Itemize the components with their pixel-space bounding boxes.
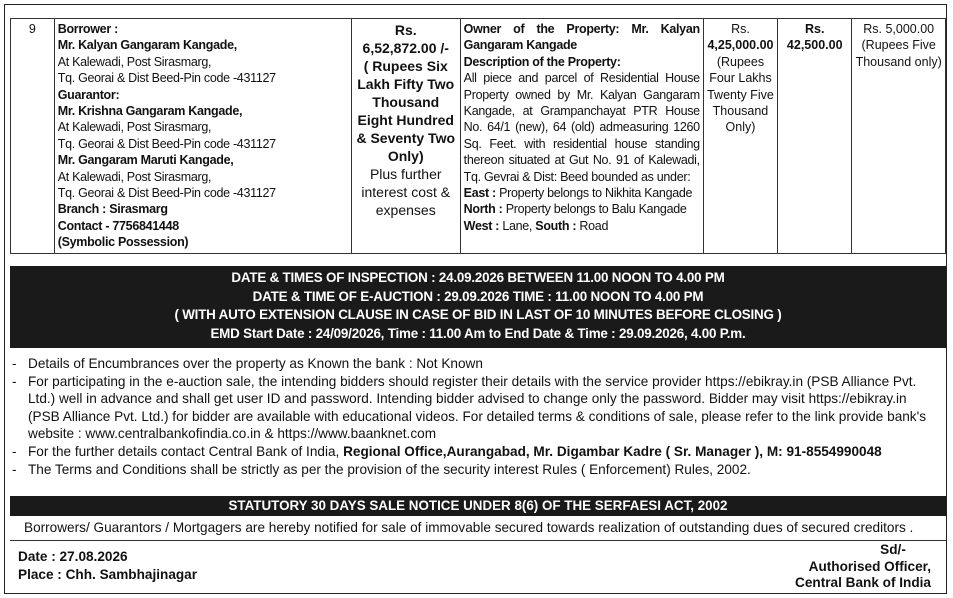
- divider: [10, 540, 946, 541]
- description-heading: Description of the Property:: [463, 54, 621, 69]
- emd-cell: [778, 19, 852, 254]
- property-table: [10, 18, 946, 254]
- guarantor-1-name: Mr. Krishna Gangaram Kangade,: [57, 104, 243, 119]
- branch: Branch : Sirasmarg: [57, 202, 168, 217]
- guarantor-2-address-2: Tq. Georai & Dist Beed-Pin code -431127: [57, 186, 276, 201]
- notes-list: [12, 355, 942, 478]
- property-description: All piece and parcel of Residential House Property owned by Mr. Kalyan Gangaram Kangade, at Grampanchayat PTR House No. 64/1 (new), 64 (old) admeasuring 1260 Sq. Feet. with residential house standing thereon situated at Gut No. 91 of Kalewadi, Tq. Gevrai & Dist: Beed bounded as under:: [463, 71, 700, 184]
- notification-text: Borrowers/ Guarantors / Mortgagers are hereby notified for sale of immovable secured towards realization of outstanding dues of secured creditors .: [24, 520, 914, 535]
- boundary-north: [464, 201, 700, 217]
- table-row: [11, 19, 946, 254]
- property-cell: [460, 19, 703, 254]
- borrower-address-1: At Kalewadi, Post Sirasmarg,: [57, 54, 212, 69]
- boundary-west-south: [464, 218, 700, 234]
- north-value: Property belongs to Balu Kangade: [502, 202, 687, 217]
- reserve-price-cell: [703, 19, 777, 254]
- guarantor-heading: Guarantor:: [57, 87, 120, 102]
- auction-schedule-banner: [10, 266, 946, 348]
- signature-block: [795, 542, 931, 592]
- borrower-name: Mr. Kalyan Gangaram Kangade,: [57, 38, 237, 53]
- borrower-heading: Borrower :: [57, 22, 118, 36]
- guarantor-1-address-1: At Kalewadi, Post Sirasmarg,: [57, 120, 212, 135]
- outstanding-amount-cell: [351, 19, 460, 254]
- extension-line: ( WITH AUTO EXTENSION CLAUSE IN CASE OF BID IN LAST OF 10 MINUTES BEFORE CLOSING ): [174, 307, 782, 322]
- boundary-east: [464, 185, 700, 201]
- officer-title: Authorised Officer,: [808, 558, 931, 574]
- list-item: - The Terms and Conditions shall be strictly as per the provision of the security interest Rules ( Enforcement) Rules, 2002.: [12, 461, 751, 477]
- list-item: - Details of Encumbrances over the property as Known the bank : Not Known: [12, 356, 483, 371]
- note-encumbrances: Details of Encumbrances over the property as Known the bank : Not Known: [28, 356, 483, 371]
- note-participation: For participating in the e-auction sale, the intending bidders should register their details with the service provider https://ebikray.in (PSB Alliance Pvt. Ltd.) well in advance and shall get user ID and password. Intending bidder advised to change only the password. Bidder may visit https://ebikray.in (PSB Alliance Pvt. Ltd.) for bidder are available with educational videos. For detailed terms & conditions of sale, please refer to the link provide bank's website : www.centralbankofindia.co.in & https://www.baanknet.com: [28, 373, 926, 442]
- amount-words: ( Rupees Six Lakh Fifty Two Thousand Eight Hundred & Seventy Two Only): [356, 58, 456, 164]
- date-place: [18, 548, 197, 584]
- emd-rs: Rs.: [805, 22, 825, 36]
- west-value: Lane,: [499, 218, 536, 233]
- reserve-rs: Rs.: [731, 22, 750, 36]
- bank-name: Central Bank of India: [795, 575, 931, 590]
- statutory-banner: STATUTORY 30 DAYS SALE NOTICE UNDER 8(6) OF THE SERFAESI ACT, 2002: [10, 496, 946, 516]
- note-contact-pre: For the further details contact Central Bank of India,: [28, 443, 344, 459]
- amount-further: Plus further interest cost & expenses: [361, 166, 451, 218]
- note-terms: The Terms and Conditions shall be strictly as per the provision of the security interest Rules ( Enforcement) Rules, 2002.: [28, 461, 751, 477]
- north-label: North :: [463, 202, 503, 217]
- west-label: West :: [463, 218, 500, 233]
- notice-date: Date : 27.08.2026: [18, 549, 128, 564]
- borrower-cell: [54, 19, 351, 254]
- guarantor-2-address-1: At Kalewadi, Post Sirasmarg,: [57, 169, 212, 184]
- amount-value: 6,52,872.00 /-: [362, 40, 449, 56]
- emd-value: 42,500.00: [786, 38, 843, 53]
- reserve-words: (Rupees Four Lakhs Twenty Five Thousand Only): [707, 54, 774, 135]
- guarantor-1-address-2: Tq. Georai & Dist Beed-Pin code -431127: [57, 136, 276, 151]
- contact: Contact - 7756841448: [57, 218, 179, 233]
- amount-rs: Rs.: [394, 22, 417, 38]
- auction-line: DATE & TIME OF E-AUCTION : 29.09.2026 TIME : 11.00 NOON TO 4.00 PM: [252, 288, 704, 304]
- property-owner: Owner of the Property: Mr. Kalyan Gangaram Kangade: [463, 22, 700, 53]
- south-label: South :: [535, 218, 577, 233]
- serial-number: 9: [11, 19, 55, 254]
- possession-type: (Symbolic Possession): [57, 235, 189, 250]
- guarantor-2-name: Mr. Gangaram Maruti Kangade,: [57, 153, 234, 168]
- south-value: Road: [576, 218, 609, 233]
- bid-value: Rs. 5,000.00: [863, 22, 935, 36]
- reserve-value: 4,25,000.00: [707, 38, 774, 53]
- bid-increment-cell: [852, 19, 946, 254]
- inspection-line: DATE & TIMES OF INSPECTION : 24.09.2026 BETWEEN 11.00 NOON TO 4.00 PM: [231, 270, 725, 285]
- east-value: Property belongs to Nikhita Kangade: [495, 186, 693, 201]
- list-item: - For participating in the e-auction sale, the intending bidders should register their details with the service provider https://ebikray.in (PSB Alliance Pvt. Ltd.) well in advance and shall get user ID and password. Intending bidder advised to change only the password. Bidder may visit https://ebikray.in (PSB Alliance Pvt. Ltd.) for bidder are available with educational videos. For detailed terms & conditions of sale, please refer to the link provide bank's website : www.centralbankofindia.co.in & https://www.baanknet.com: [12, 373, 942, 443]
- notice-place: Place : Chh. Sambhajinagar: [18, 567, 198, 582]
- note-contact-bold: Regional Office,Aurangabad, Mr. Digambar Kadre ( Sr. Manager ), M: 91-8554990048: [343, 443, 882, 459]
- signature-sd: Sd/-: [880, 542, 906, 557]
- east-label: East :: [463, 186, 496, 201]
- list-item: - For the further details contact Central Bank of India, Regional Office,Aurangabad, Mr. Digambar Kadre ( Sr. Manager ), M: 91-8554990048: [12, 443, 882, 459]
- borrower-address-2: Tq. Georai & Dist Beed-Pin code -431127: [57, 71, 276, 86]
- bid-words: (Rupees Five Thousand only): [855, 38, 942, 69]
- emd-date-line: EMD Start Date : 24/09/2026, Time : 11.00 Am to End Date & Time : 29.09.2026, 4.00 P.m.: [210, 325, 746, 341]
